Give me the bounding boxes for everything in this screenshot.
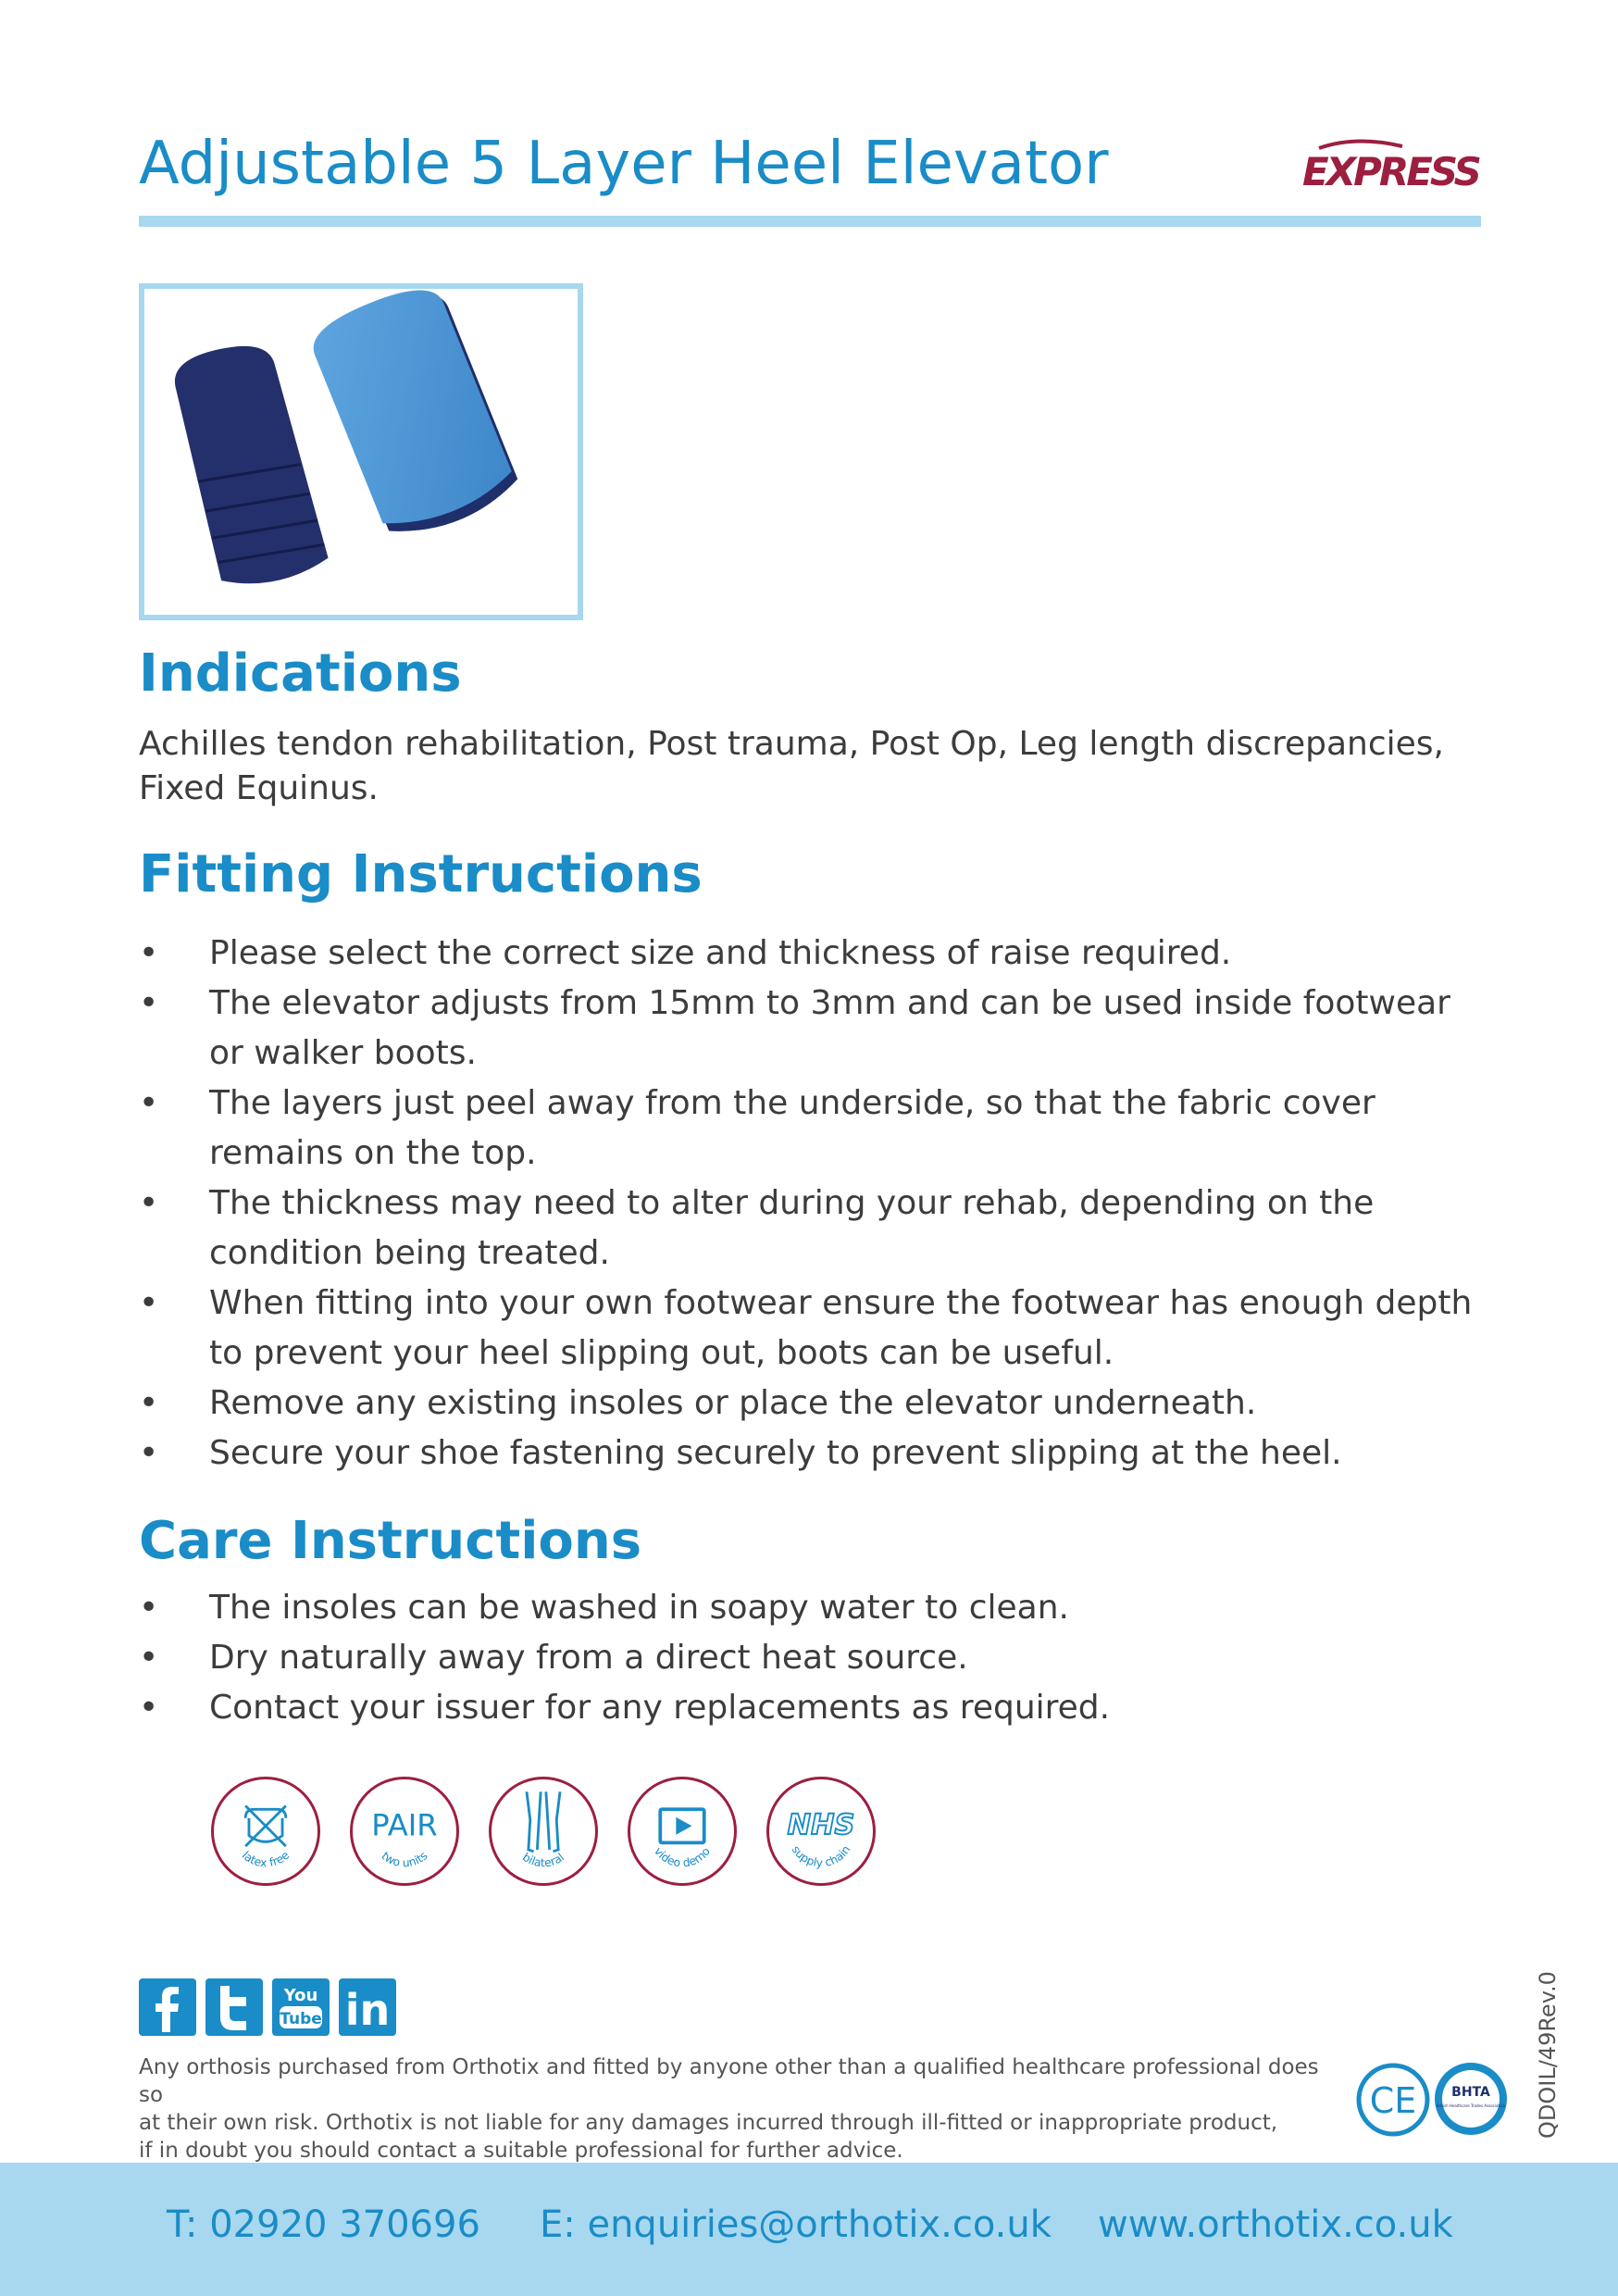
video-demo-badge [628,1777,737,1886]
linkedin-link[interactable] [339,1978,396,2036]
facebook-icon [139,1978,196,2036]
ce-icon [1356,2063,1430,2137]
bhta-mark [1433,2061,1509,2137]
badge-label: two units [379,1849,430,1870]
disclaimer-line: Any orthosis purchased from Orthotix and fitted by anyone other than a qualified healthcare professional does so [139,2055,1319,2107]
youtube-text-top: You [283,1986,318,2005]
svg-text:latex free [240,1849,292,1870]
badge-main-text: PAIR [371,1807,438,1843]
badge-label: latex free [239,1848,292,1870]
youtube-icon [272,1978,330,2036]
nhs-logo-icon [769,1779,873,1883]
list-item: • Please select the correct size and thickness of raise required. [139,929,1490,979]
contact-phone[interactable]: T: 02920 370696 [167,2203,480,2246]
express-logo [1301,137,1481,193]
title-divider [139,216,1481,227]
list-item: • The elevator adjusts from 15mm to 3mm and can be used inside footwear or walker boots. [139,979,1490,1079]
list-item: • Contact your issuer for any replacements as required. [139,1683,1490,1733]
svg-text:two units [379,1849,429,1869]
latex-free-icon [214,1779,317,1883]
twitter-icon [205,1978,263,2036]
contact-website[interactable]: www.orthotix.co.uk [1098,2203,1453,2246]
twitter-link[interactable] [205,1978,263,2036]
list-item: • When fitting into your own footwear ensure the footwear has enough depth to prevent your heel slipping out, boots can be useful. [139,1279,1490,1379]
heel-elevator-photo-icon [144,289,578,615]
youtube-text-bottom: Tube [280,2010,322,2028]
svg-text:supply chain [789,1843,853,1869]
bilateral-legs-icon [492,1779,595,1883]
latex-free-badge [211,1777,320,1886]
list-item: • The layers just peel away from the underside, so that the fabric cover remains on the top. [139,1079,1490,1179]
bhta-text: BHTA [1451,2085,1490,2100]
badge-label: supply chain [789,1843,853,1870]
badge-main-text: NHS [787,1808,855,1841]
disclaimer [139,2053,1342,2165]
fitting-instructions-heading: Fitting Instructions [139,844,703,905]
page-title: Adjustable 5 Layer Heel Elevator [139,130,1109,198]
contact-email[interactable]: E: enquiries@orthotix.co.uk [540,2203,1052,2246]
product-image [139,283,583,620]
bhta-icon [1433,2061,1509,2137]
list-item: • Remove any existing insoles or place the elevator underneath. [139,1379,1490,1429]
disclaimer-line: if in doubt you should contact a suitable professional for further advice. [139,2139,903,2163]
care-instructions-list [139,1583,1490,1733]
document-code: QDOIL/49Rev.0 [1535,1971,1561,2139]
facebook-link[interactable] [139,1978,196,2036]
ce-text: CE [1369,2080,1417,2121]
youtube-link[interactable] [272,1978,330,2036]
badge-label: bilateral [519,1850,567,1870]
ce-mark [1356,2063,1430,2137]
bhta-subtext: British Healthcare Trades Association [1436,2103,1506,2108]
list-item: • Dry naturally away from a direct heat source. [139,1633,1490,1683]
indications-heading: Indications [139,643,462,704]
list-item: • Secure your shoe fastening securely to prevent slipping at the heel. [139,1429,1490,1479]
linkedin-icon [339,1978,396,2036]
list-item: • The thickness may need to alter during your rehab, depending on the condition being treated. [139,1179,1490,1279]
svg-text:bilateral [520,1851,566,1870]
list-item: • The insoles can be washed in soapy water to clean. [139,1583,1490,1633]
brand-logo-text: EXPRESS [1302,149,1479,193]
bilateral-badge [489,1777,598,1886]
linkedin-text: in [344,1985,391,2035]
pair-icon [353,1779,456,1883]
badge-label: video demo [651,1844,714,1870]
feature-badges [208,1775,912,1890]
video-play-icon [630,1779,734,1883]
disclaimer-line: at their own risk. Orthotix is not liable for any damages incurred through ill-fitted or inappropriate product, [139,2111,1278,2135]
indications-text: Achilles tendon rehabilitation, Post trauma, Post Op, Leg length discrepancies, Fixed Equinus. [139,725,1444,807]
fitting-instructions-list [139,929,1490,1479]
pair-badge [350,1777,459,1886]
care-instructions-heading: Care Instructions [139,1511,642,1571]
svg-text:video demo [652,1845,713,1870]
nhs-supply-chain-badge [766,1777,876,1886]
